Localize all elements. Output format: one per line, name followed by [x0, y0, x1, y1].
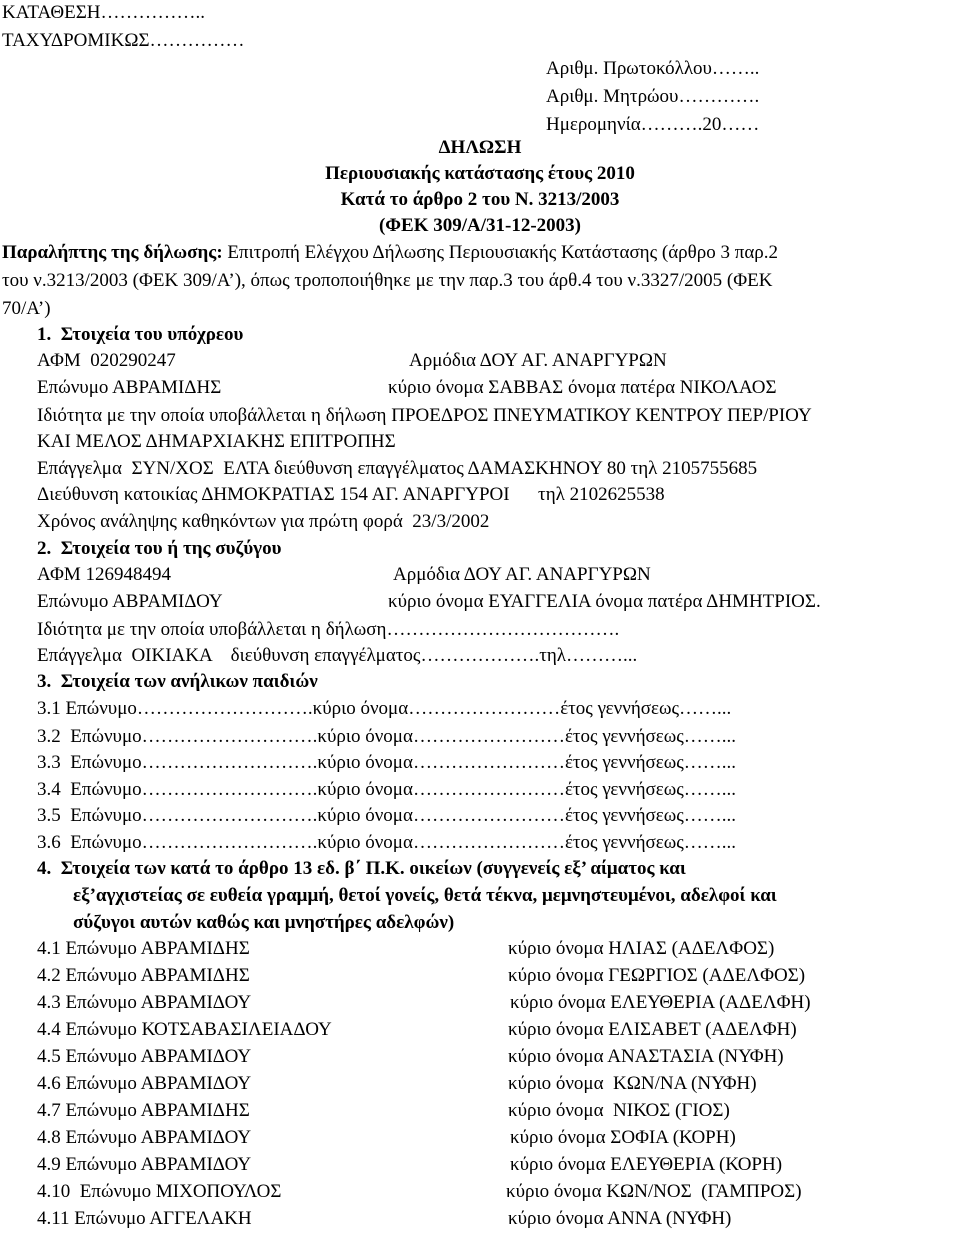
- relative-name: κύριο όνομα ΑΝΝΑ (ΝΥΦΗ): [508, 1208, 732, 1229]
- relative-surname: 4.6 Επώνυμο ΑΒΡΑΜΙΔΟΥ: [37, 1073, 252, 1094]
- child-row: 3.1 Επώνυμο……………………….κύριο όνομα……………………έτος γεννήσεως……...: [37, 698, 732, 719]
- relative-surname: 4.5 Επώνυμο ΑΒΡΑΜΙΔΟΥ: [37, 1046, 252, 1067]
- protocol-number-field: Αριθμ. Πρωτοκόλλου……..: [546, 58, 760, 79]
- spouse-profession: Επάγγελμα ΟΙΚΙΑΚΑ διεύθυνση επαγγέλματος……………….τηλ………...: [37, 645, 638, 666]
- declarant-profession: Επάγγελμα ΣΥΝ/ΧΟΣ ΕΛΤΑ διεύθυνση επαγγέλματος ΔΑΜΑΣΚΗΝΟΥ 80 τηλ 2105755685: [37, 458, 758, 479]
- relative-name: κύριο όνομα ΚΩΝ/ΝΟΣ (ΓΑΜΠΡΟΣ): [506, 1181, 802, 1202]
- recipient-label: Παραλήπτης της δήλωσης:: [2, 242, 223, 263]
- section-4-heading-line-2: εξ’αγχιστείας σε ευθεία γραμμή, θετοί γονείς, θετά τέκνα, μεμνηστευμένοι, αδελφοί και: [73, 885, 777, 906]
- section-4-heading-line-3: σύζυγοι αυτών καθώς και μνηστήρες αδελφών): [73, 912, 455, 933]
- relative-surname: 4.11 Επώνυμο ΑΓΓΕΛΑΚΗ: [37, 1208, 252, 1229]
- recipient-text: Επιτροπή Ελέγχου Δήλωσης Περιουσιακής Κατάστασης (άρθρο 3 παρ.2: [222, 242, 779, 263]
- relative-name: κύριο όνομα ΓΕΩΡΓΙΟΣ (ΑΔΕΛΦΟΣ): [508, 965, 806, 986]
- declarant-capacity-line-2: ΚΑΙ ΜΕΛΟΣ ΔΗΜΑΡΧΙΑΚΗΣ ΕΠΙΤΡΟΠΗΣ: [37, 431, 396, 452]
- child-row: 3.4 Επώνυμο……………………….κύριο όνομα……………………έτος γεννήσεως……...: [37, 779, 737, 800]
- declarant-doy: Αρμόδια ΔΟΥ ΑΓ. ΑΝΑΡΓΥΡΩΝ: [409, 350, 667, 371]
- document-subtitle: Περιουσιακής κατάστασης έτους 2010: [325, 163, 635, 184]
- relative-name: κύριο όνομα ΚΩΝ/ΝΑ (ΝΥΦΗ): [508, 1073, 757, 1094]
- spouse-afm: ΑΦΜ 126948494: [37, 564, 171, 585]
- document-fek-reference: (ΦΕΚ 309/Α/31-12-2003): [378, 215, 582, 236]
- relative-surname: 4.7 Επώνυμο ΑΒΡΑΜΙΔΗΣ: [37, 1100, 250, 1121]
- document-law-reference: Κατά το άρθρο 2 του Ν. 3213/2003: [340, 189, 620, 210]
- section-2-heading: 2. Στοιχεία του ή της συζύγου: [37, 538, 282, 559]
- recipient-line-1: [2, 243, 778, 262]
- document-title: ΔΗΛΩΣΗ: [438, 137, 522, 158]
- section-3-heading: 3. Στοιχεία των ανήλικων παιδιών: [37, 671, 318, 692]
- relative-surname: 4.1 Επώνυμο ΑΒΡΑΜΙΔΗΣ: [37, 938, 250, 959]
- relative-name: κύριο όνομα ΝΙΚΟΣ (ΓΙΟΣ): [508, 1100, 730, 1121]
- spouse-capacity: Ιδιότητα με την οποία υποβάλλεται η δήλωση……………………………….: [37, 619, 620, 640]
- registry-number-field: Αριθμ. Μητρώου………….: [546, 86, 760, 107]
- recipient-line-2: του ν.3213/2003 (ΦΕΚ 309/Α’), όπως τροποποιήθηκε με την παρ.3 του άρθ.4 του ν.3327/2005 (ΦΕΚ: [2, 270, 773, 291]
- child-row: 3.3 Επώνυμο……………………….κύριο όνομα……………………έτος γεννήσεως……...: [37, 752, 737, 773]
- spouse-surname: Επώνυμο ΑΒΡΑΜΙΔΟΥ: [37, 591, 223, 612]
- relative-name: κύριο όνομα ΕΛΙΣΑΒΕΤ (ΑΔΕΛΦΗ): [508, 1019, 797, 1040]
- date-field: Ημερομηνία……….20……: [546, 114, 760, 135]
- relative-name: κύριο όνομα ΕΛΕΥΘΕΡΙΑ (ΚΟΡΗ): [510, 1154, 783, 1175]
- recipient-line-3: 70/Α’): [2, 298, 51, 319]
- declarant-capacity-line-1: Ιδιότητα με την οποία υποβάλλεται η δήλωση ΠΡΟΕΔΡΟΣ ΠΝΕΥΜΑΤΙΚΟΥ ΚΕΝΤΡΟΥ ΠΕΡ/ΡΙΟΥ: [37, 405, 812, 426]
- relative-surname: 4.10 Επώνυμο ΜΙΧΟΠΟΥΛΟΣ: [37, 1181, 282, 1202]
- declarant-home-address: Διεύθυνση κατοικίας ΔΗΜΟΚΡΑΤΙΑΣ 154 ΑΓ. ΑΝΑΡΓΥΡΟΙ τηλ 2102625538: [37, 484, 665, 505]
- spouse-name: κύριο όνομα ΕΥΑΓΓΕΛΙΑ όνομα πατέρα ΔΗΜΗΤΡΙΟΣ.: [388, 591, 821, 612]
- relative-surname: 4.3 Επώνυμο ΑΒΡΑΜΙΔΟΥ: [37, 992, 252, 1013]
- relative-name: κύριο όνομα ΕΛΕΥΘΕΡΙΑ (ΑΔΕΛΦΗ): [510, 992, 811, 1013]
- relative-name: κύριο όνομα ΗΛΙΑΣ (ΑΔΕΛΦΟΣ): [508, 938, 775, 959]
- declarant-name: κύριο όνομα ΣΑΒΒΑΣ όνομα πατέρα ΝΙΚΟΛΑΟΣ: [388, 377, 777, 398]
- relative-surname: 4.9 Επώνυμο ΑΒΡΑΜΙΔΟΥ: [37, 1154, 252, 1175]
- spouse-doy: Αρμόδια ΔΟΥ ΑΓ. ΑΝΑΡΓΥΡΩΝ: [393, 564, 651, 585]
- relative-surname: 4.2 Επώνυμο ΑΒΡΑΜΙΔΗΣ: [37, 965, 250, 986]
- section-1-heading: 1. Στοιχεία του υπόχρεου: [37, 324, 244, 345]
- taxydromikos-field: ΤΑΧΥΔΡΟΜΙΚΩΣ……………: [2, 30, 245, 51]
- relative-name: κύριο όνομα ΣΟΦΙΑ (ΚΟΡΗ): [510, 1127, 736, 1148]
- relative-surname: 4.8 Επώνυμο ΑΒΡΑΜΙΔΟΥ: [37, 1127, 252, 1148]
- katathesi-field: ΚΑΤΑΘΕΣΗ……………..: [2, 2, 205, 23]
- child-row: 3.5 Επώνυμο……………………….κύριο όνομα……………………έτος γεννήσεως……...: [37, 805, 737, 826]
- declarant-afm: ΑΦΜ 020290247: [37, 350, 176, 371]
- declarant-surname: Επώνυμο ΑΒΡΑΜΙΔΗΣ: [37, 377, 222, 398]
- child-row: 3.2 Επώνυμο……………………….κύριο όνομα……………………έτος γεννήσεως……...: [37, 726, 737, 747]
- declarant-start-date: Χρόνος ανάληψης καθηκόντων για πρώτη φορά 23/3/2002: [37, 511, 490, 532]
- child-row: 3.6 Επώνυμο……………………….κύριο όνομα……………………έτος γεννήσεως……...: [37, 832, 737, 853]
- relative-surname: 4.4 Επώνυμο ΚΟΤΣΑΒΑΣΙΛΕΙΑΔΟΥ: [37, 1019, 332, 1040]
- relative-name: κύριο όνομα ΑΝΑΣΤΑΣΙΑ (ΝΥΦΗ): [508, 1046, 784, 1067]
- section-4-heading-line-1: 4. Στοιχεία των κατά το άρθρο 13 εδ. β΄ Π.Κ. οικείων (συγγενείς εξ’ αίματος και: [37, 858, 686, 879]
